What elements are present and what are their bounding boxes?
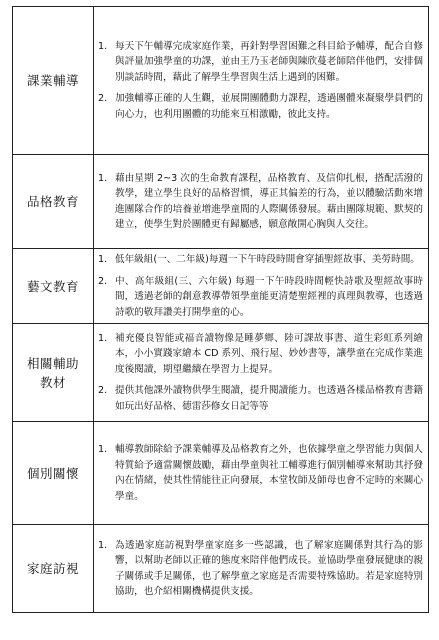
item-number: 1. bbox=[98, 254, 108, 265]
category-label: 課業輔導 bbox=[26, 73, 79, 88]
item-number: 1. bbox=[98, 40, 108, 52]
item-text: 加強輔導正確的人生觀，並展開團體動力課程，透過團體來凝聚學員們的向心力，也利用團體的功能來互相激勵，彼此支持。 bbox=[115, 93, 423, 120]
item-text: 為透過家庭訪視對學童家庭多一些認識，也了解家庭關係對其行為的影響，以幫助老師以正確的態度來陪伴他們成長。並協助學童發展健康的親子關係或手足關係，也了解學童之家庭是否需要特殊協助。若是家庭特別協助，也介紹相關機構提供支援。 bbox=[115, 539, 423, 597]
list-item bbox=[98, 383, 423, 414]
category-label-line: 相關輔助 bbox=[26, 355, 79, 371]
table-row bbox=[13, 422, 429, 525]
services-table bbox=[12, 6, 429, 613]
list-item bbox=[98, 39, 423, 86]
category-label: 家庭訪視 bbox=[26, 561, 79, 576]
list-item bbox=[98, 171, 423, 233]
content-cell bbox=[94, 422, 429, 525]
content-cell bbox=[94, 155, 429, 249]
content-cell bbox=[94, 249, 429, 324]
table-row bbox=[13, 155, 429, 249]
list-item bbox=[98, 331, 423, 378]
item-text: 中、高年級組(三、六年級) 每週一下午時段時間輕快詩歌及聖經故事時間，透過老師的創意教導帶領學童能更清楚聖經裡的真理與教導，也透過詩歌的敬拜讚美打開學童的心。 bbox=[115, 275, 423, 318]
category-label: 藝文教育 bbox=[26, 278, 79, 294]
category-cell bbox=[13, 7, 94, 155]
item-text: 輔導教師除給予課業輔導及品格教育之外，也依據學童之學習能力與個人特質給予適當關懷鼓勵，藉由學童與社工輔導進行個別輔導來幫助其抒發內在情緒，使其性情能往正向發展，本堂牧師及師母也會不定時的來關心學童。 bbox=[115, 444, 423, 502]
list-item bbox=[98, 252, 423, 268]
table-row bbox=[13, 525, 429, 613]
content-cell bbox=[94, 525, 429, 613]
list-item bbox=[98, 274, 423, 321]
services-table-body bbox=[13, 7, 429, 613]
item-text: 低年級組(一、二年級)每週一下午時段時間會穿插聖經故事、美勞時間。 bbox=[115, 254, 420, 265]
category-cell bbox=[13, 155, 94, 249]
item-number: 2. bbox=[98, 385, 108, 397]
content-cell bbox=[94, 7, 429, 155]
list-item bbox=[98, 538, 423, 600]
category-cell bbox=[13, 249, 94, 324]
item-text: 藉由星期 2~3 次的生命教育課程，品格教育、及信仰扎根，搭配活潑的教學，建立學生良好的品格習慣，導正其偏差的行為，並以體驗活動來增進團隊合作的培養並增進學童間的人際關係發展。藉由團隊規範、默契的建立，使學生對於團體更有歸屬感，願意敞開心胸與人交往。 bbox=[115, 172, 423, 230]
item-number: 1. bbox=[98, 172, 108, 184]
item-text: 提供其他課外讀物供學生閱讀，提升閱讀能力。也透過各樣品格教育書籍如玩出好品格、德雷莎修女日記等等 bbox=[115, 385, 423, 412]
item-number: 1. bbox=[98, 332, 108, 344]
category-cell bbox=[13, 525, 94, 613]
category-cell bbox=[13, 324, 94, 422]
category-label: 個別關懷 bbox=[26, 465, 79, 481]
table-row bbox=[13, 7, 429, 155]
item-number: 1. bbox=[98, 539, 108, 551]
category-label-line: 教材 bbox=[39, 374, 66, 390]
list-item bbox=[98, 91, 423, 122]
category-label: 品格教育 bbox=[26, 194, 79, 209]
list-item bbox=[98, 442, 423, 504]
item-text: 每天下午輔導完成家庭作業，再針對學習困難之科目給予輔導，配合自修與評量加強學童的功課，並由王乃玉老師與陳欣蔓老師陪伴他們，安排個別談話時間，藉此了解學生學習與生活上遇到的困難。 bbox=[115, 40, 423, 83]
item-number: 1. bbox=[98, 444, 108, 455]
content-cell bbox=[94, 324, 429, 422]
item-number: 2. bbox=[98, 275, 108, 287]
category-cell bbox=[13, 422, 94, 525]
item-text: 補充優良智能或福音讀物像是睡夢鄉、陸可課故事書、道生彩虹系列繪本，小小實踐家繪本 CD 系列、飛行屋、妙妙書等，讓學童在完成作業進度後閱讀，期望繼續在學習力上提昇。 bbox=[115, 332, 423, 375]
table-row bbox=[13, 324, 429, 422]
item-number: 2. bbox=[98, 93, 108, 105]
table-row bbox=[13, 249, 429, 324]
